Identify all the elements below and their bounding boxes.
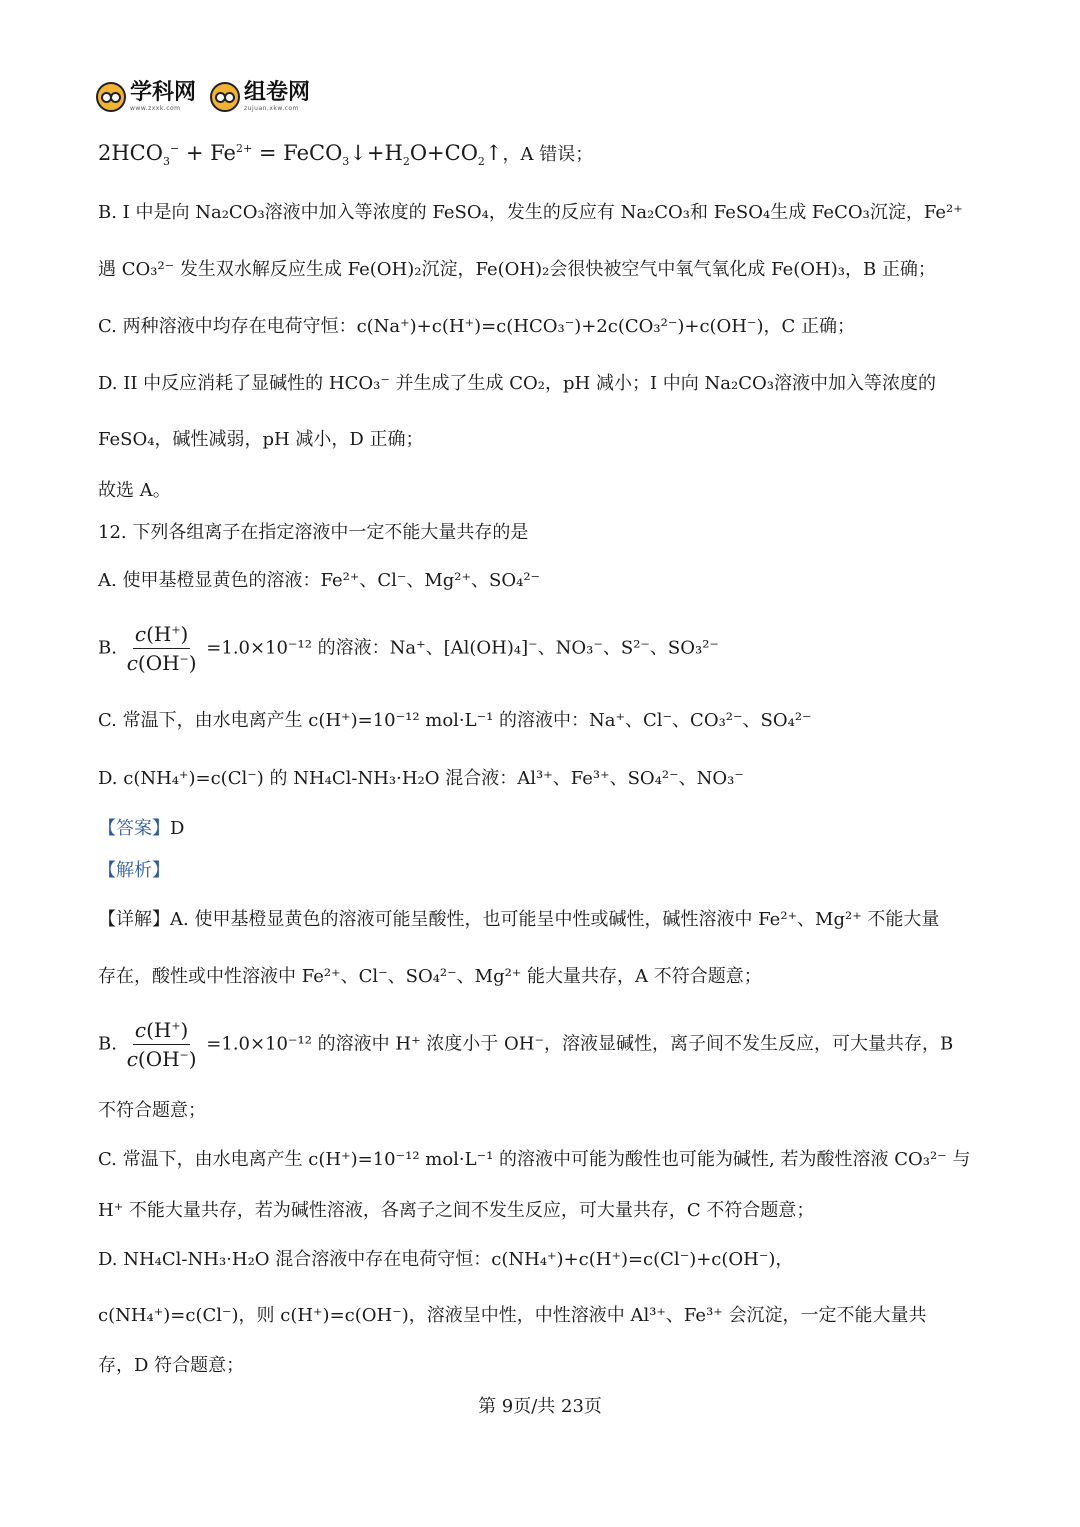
option-b: B. $\frac{c(H^+)}{c(OH^-)}$ =1.0×10⁻¹² 的溶液：Na⁺、[Al(OH)₄]⁻、NO₃⁻、S²⁻、SO₃²⁻ <box>98 622 719 675</box>
detail-a-line2: 存在，酸性或中性溶液中 Fe²⁺、Cl⁻、SO₄²⁻、Mg²⁺ 能大量共存，A 不符合题意； <box>98 966 762 987</box>
detail-c-line2: H⁺ 不能大量共存，若为碱性溶液，各离子之间不发生反应，可大量共存，C 不符合题意； <box>98 1200 815 1221</box>
detail-d-line2: c(NH₄⁺)=c(Cl⁻)，则 c(H⁺)=c(OH⁻)，溶液呈中性，中性溶液中 Al³⁺、Fe³⁺ 会沉淀，一定不能大量共 <box>98 1305 927 1326</box>
detail-b-line2: 不符合题意； <box>98 1100 206 1121</box>
choose-line: 故选 A。 <box>98 480 171 501</box>
question-12-title: 12. 下列各组离子在指定溶液中一定不能大量共存的是 <box>98 522 529 543</box>
detail-d-line1: D. NH₄Cl-NH₃·H₂O 混合溶液中存在电荷守恒：c(NH₄⁺)+c(H⁺)=c(Cl⁻)+c(OH⁻)， <box>98 1249 794 1270</box>
logo-zxxk-text: 学科网 <box>130 80 197 105</box>
owl-logo-icon <box>210 82 240 112</box>
answer-value: D <box>170 818 185 839</box>
detail-d-line3: 存，D 符合题意； <box>98 1355 245 1376</box>
detail-a-line1: 【详解】A. 使甲基橙显黄色的溶液可能呈酸性，也可能呈中性或碱性，碱性溶液中 Fe²⁺、Mg²⁺ 不能大量 <box>98 909 940 930</box>
explain-d-line2: FeSO₄，碱性减弱，pH 减小，D 正确； <box>98 429 424 450</box>
explain-c-line: C. 两种溶液中均存在电荷守恒：c(Na⁺)+c(H⁺)=c(HCO₃⁻)+2c(CO₃²⁻)+c(OH⁻)，C 正确； <box>98 316 856 337</box>
explain-d-line1: D. II 中反应消耗了显碱性的 HCO₃⁻ 并生成了生成 CO₂，pH 减小；I 中向 Na₂CO₃溶液中加入等浓度的 <box>98 373 936 394</box>
analysis-tag: 【解析】 <box>98 860 170 881</box>
ratio-fraction: $\frac{c(H^+)}{c(OH^-)}$ <box>126 622 197 675</box>
logo-zxxk <box>96 82 196 112</box>
option-a: A. 使甲基橙显黄色的溶液：Fe²⁺、Cl⁻、Mg²⁺、SO₄²⁻ <box>98 570 541 591</box>
detail-c-line1: C. 常温下，由水电离产生 c(H⁺)=10⁻¹² mol·L⁻¹ 的溶液中可能为酸性也可能为碱性, 若为酸性溶液 CO₃²⁻ 与 <box>98 1149 971 1170</box>
answer-tag: 【答案】 <box>98 818 170 839</box>
equation-line: $2HCO_3^- + Fe^{2+}$ = $FeCO_3↓+H_2O+CO_2↑$，A 错误； <box>98 141 594 169</box>
logo-zujuan <box>210 82 310 112</box>
header-logos <box>96 82 310 112</box>
logo-zxxk-url: www.zxxk.com <box>130 105 181 112</box>
page-number: 第 9页/共 23页 <box>478 1396 602 1417</box>
option-c: C. 常温下，由水电离产生 c(H⁺)=10⁻¹² mol·L⁻¹ 的溶液中：Na⁺、Cl⁻、CO₃²⁻、SO₄²⁻ <box>98 710 812 731</box>
explain-b-line2: 遇 CO₃²⁻ 发生双水解反应生成 Fe(OH)₂沉淀，Fe(OH)₂会很快被空气中氧气氧化成 Fe(OH)₃，B 正确； <box>98 259 936 280</box>
ratio-fraction: $\frac{c(H^+)}{c(OH^-)}$ <box>126 1018 197 1071</box>
logo-zujuan-url: zujuan.xkw.com <box>244 105 299 112</box>
explain-b-line1: B. I 中是向 Na₂CO₃溶液中加入等浓度的 FeSO₄，发生的反应有 Na₂CO₃和 FeSO₄生成 FeCO₃沉淀，Fe²⁺ <box>98 202 963 223</box>
detail-tag: 【详解】 <box>98 909 170 930</box>
owl-logo-icon <box>96 82 126 112</box>
logo-zujuan-text: 组卷网 <box>244 80 311 105</box>
detail-b-line1: B. $\frac{c(H^+)}{c(OH^-)}$ =1.0×10⁻¹² 的溶液中 H⁺ 浓度小于 OH⁻，溶液显碱性，离子间不发生反应，可大量共存，B <box>98 1018 954 1071</box>
option-d: D. c(NH₄⁺)=c(Cl⁻) 的 NH₄Cl-NH₃·H₂O 混合液：Al³⁺、Fe³⁺、SO₄²⁻、NO₃⁻ <box>98 768 744 789</box>
answer-line <box>98 814 998 840</box>
